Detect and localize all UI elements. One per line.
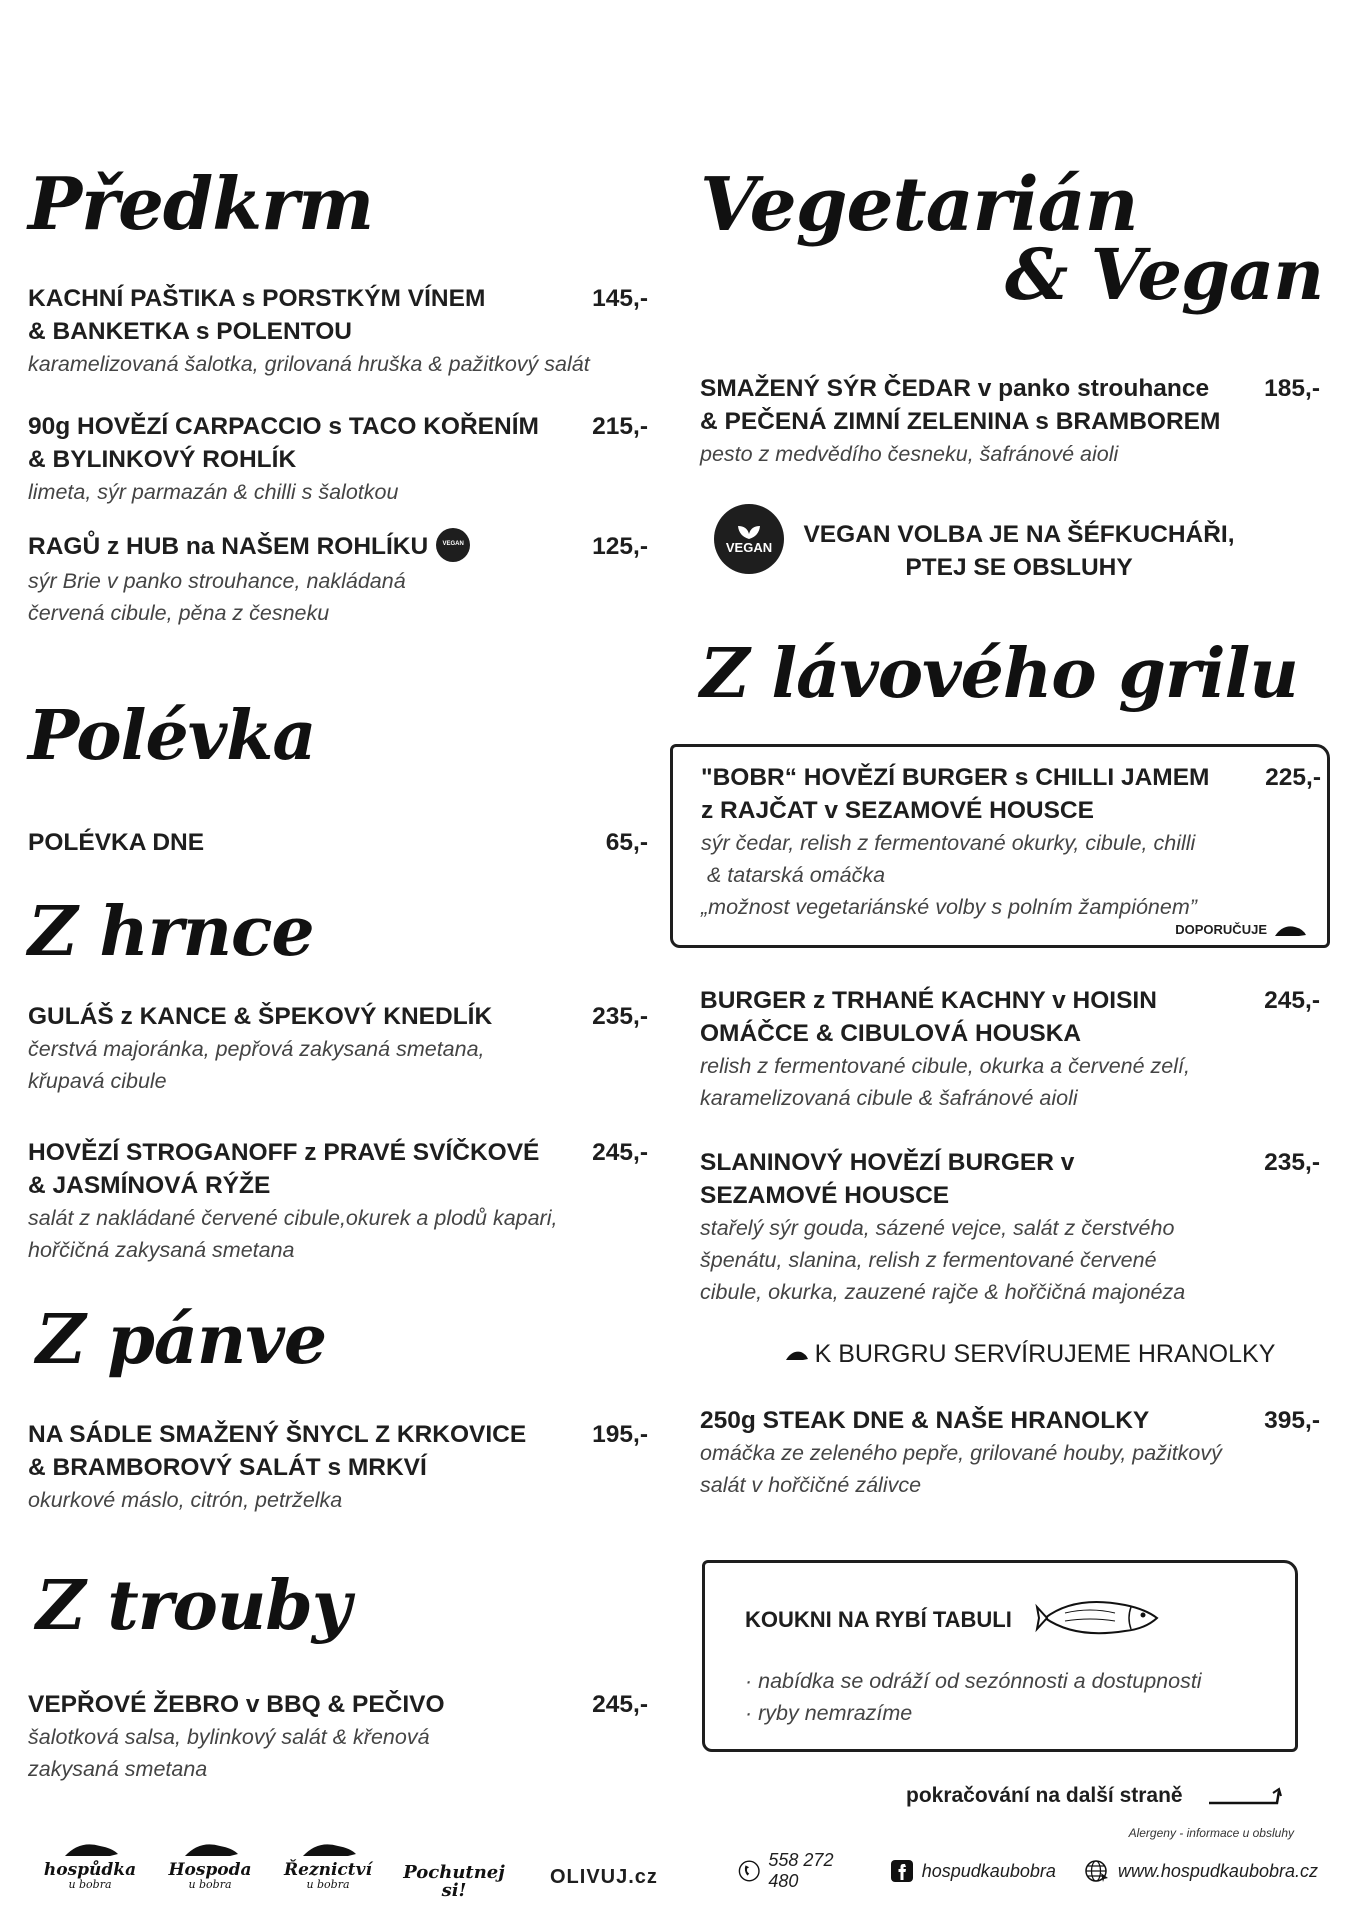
web-contact[interactable] [1084, 1859, 1318, 1883]
item-desc: limeta, sýr parmazán & chilli s šalotkou [28, 480, 399, 504]
heading-polevka: Polévka [28, 696, 316, 776]
vegan-label: VEGAN [725, 539, 773, 555]
item-desc: stařelý sýr gouda, sázené vejce, salát z čerstvého [700, 1216, 1175, 1240]
item-price: 215,- [592, 413, 648, 440]
item-desc: okurkové máslo, citrón, petrželka [28, 1488, 343, 1512]
item-title: NA SÁDLE SMAŽENÝ ŠNYCL Z KRKOVICE [28, 1421, 527, 1448]
item-title: & BRAMBOROVÝ SALÁT s MRKVÍ [28, 1454, 427, 1481]
menu-item [28, 826, 648, 859]
logo-olivuj[interactable]: OLIVUJ.cz [550, 1866, 658, 1888]
phone-contact[interactable] [738, 1850, 862, 1892]
item-desc: „možnost vegetariánské volby s polním žampiónem” [701, 895, 1197, 919]
item-title: & JASMÍNOVÁ RÝŽE [28, 1172, 271, 1199]
menu-item [28, 282, 648, 380]
item-desc: pesto z medvědího česneku, šafránové aioli [700, 442, 1119, 466]
menu-item [28, 530, 648, 629]
item-price: 235,- [1264, 1149, 1320, 1176]
item-title: BURGER z TRHANÉ KACHNY v HOISIN [700, 987, 1157, 1014]
beaver-icon [298, 1840, 358, 1858]
item-title: GULÁŠ z KANCE & ŠPEKOVÝ KNEDLÍK [28, 1003, 493, 1030]
beaver-icon [180, 1840, 240, 1858]
allergens-note: Alergeny - informace u obsluhy [1128, 1826, 1294, 1840]
facebook-icon [890, 1859, 914, 1883]
recommend-tag [1175, 922, 1307, 937]
logo-name: Řeznictví [284, 1860, 372, 1880]
item-desc: čerstvá majoránka, pepřová zakysaná smetana, [28, 1037, 485, 1061]
item-title: 90g HOVĚZÍ CARPACCIO s TACO KOŘENÍM [28, 413, 539, 440]
item-desc: omáčka ze zeleného pepře, grilované houby, pažitkový [700, 1441, 1222, 1465]
item-desc: cibule, okurka, zauzené rajče & hořčičná majonéza [700, 1280, 1186, 1304]
item-desc: křupavá cibule [28, 1069, 167, 1093]
item-desc: šalotková salsa, bylinkový salát & křenová [28, 1725, 430, 1749]
logo-sub: u bobra [188, 1878, 232, 1891]
item-price: 245,- [592, 1139, 648, 1166]
item-title: RAGŮ z HUB na NAŠEM ROHLÍKU [28, 533, 429, 560]
item-price: 125,- [592, 533, 648, 560]
item-title: KACHNÍ PAŠTIKA s PORSTKÝM VÍNEM [28, 285, 486, 312]
heading-vegan: & Vegan [1005, 233, 1324, 316]
vegan-badge [714, 504, 784, 574]
fish-icon [1035, 1593, 1167, 1643]
item-title: & BANKETKA s POLENTOU [28, 318, 352, 345]
recommend-label: DOPORUČUJE [1175, 922, 1267, 937]
facebook-contact[interactable] [890, 1859, 1056, 1883]
leaf-icon [735, 524, 763, 540]
item-desc: salát z nakládané červené cibule,okurek a plodů kapari, [28, 1206, 558, 1230]
beaver-icon [1273, 923, 1307, 937]
item-title: SEZAMOVÉ HOUSCE [700, 1182, 950, 1209]
logo-pochutnej[interactable] [394, 1864, 514, 1900]
beaver-icon [60, 1840, 120, 1858]
item-title: 250g STEAK DNE & NAŠE HRANOLKY [700, 1407, 1150, 1434]
heading-z-panve: Z pánve [36, 1300, 327, 1380]
item-price: 225,- [1265, 764, 1321, 791]
globe-icon [1084, 1859, 1110, 1883]
right-column [700, 0, 1324, 1920]
vegan-note-line: VEGAN VOLBA JE NA ŠÉFKUCHÁŘI, [803, 521, 1235, 548]
item-title: OMÁČCE & CIBULOVÁ HOUSKA [700, 1020, 1082, 1047]
item-price: 235,- [592, 1003, 648, 1030]
item-desc: & tatarská omáčka [701, 863, 886, 887]
continue-note[interactable] [906, 1784, 1283, 1808]
phone-number: 558 272 480 [768, 1850, 834, 1891]
item-price: 395,- [1264, 1407, 1320, 1434]
fish-board-line: · ryby nemrazíme [745, 1701, 913, 1725]
heading-predkrm: Předkrm [28, 161, 374, 246]
heading-z-hrnce: Z hrnce [28, 892, 314, 972]
menu-item [28, 1418, 648, 1516]
item-price: 185,- [1264, 375, 1320, 402]
item-desc: relish z fermentované cibule, okurka a červené zelí, [700, 1054, 1190, 1078]
vegan-note [794, 518, 1244, 584]
item-desc: zakysaná smetana [28, 1757, 208, 1781]
menu-item [28, 1000, 648, 1097]
fish-board-title: KOUKNI NA RYBÍ TABULI [745, 1607, 1012, 1632]
fries-note-text: K BURGRU SERVÍRUJEME HRANOLKY [814, 1340, 1276, 1368]
logo-sub: u bobra [68, 1878, 112, 1891]
item-desc: sýr čedar, relish z fermentované okurky, cibule, chilli [701, 831, 1196, 855]
item-title: SMAŽENÝ SÝR ČEDAR v panko strouhance [700, 375, 1210, 402]
item-price: 145,- [592, 285, 648, 312]
menu-item [700, 1404, 1320, 1501]
phone-icon [738, 1859, 760, 1883]
fish-board-lines [745, 1665, 1202, 1729]
item-desc: červená cibule, pěna z česneku [28, 600, 330, 625]
fish-board-line: · nabídka se odráží od sezónnosti a dostupnosti [745, 1669, 1202, 1693]
item-desc: špenátu, slanina, relish z fermentované červené [700, 1248, 1157, 1272]
item-title: & PEČENÁ ZIMNÍ ZELENINA s BRAMBOREM [700, 408, 1221, 435]
menu-item [28, 410, 648, 508]
item-price: 65,- [605, 829, 648, 856]
heading-z-lavoveho-grilu: Z lávového grilu [700, 634, 1298, 714]
website-url: www.hospudkaubobra.cz [1117, 1860, 1318, 1881]
fish-board-box [702, 1560, 1298, 1752]
fries-note [750, 1338, 1310, 1371]
vegan-icon: VEGAN [436, 528, 470, 562]
item-desc: sýr Brie v panko strouhance, nakládaná [28, 568, 406, 593]
menu-item [28, 1688, 648, 1785]
featured-item-box [670, 744, 1330, 948]
item-title: POLÉVKA DNE [28, 829, 205, 856]
vegan-note-line: PTEJ SE OBSLUHY [905, 554, 1133, 581]
logo-hospudka[interactable] [40, 1840, 140, 1890]
logo-name: Pochutnej si! [403, 1862, 505, 1901]
heading-z-trouby: Z trouby [36, 1566, 351, 1646]
item-title: z RAJČAT v SEZAMOVÉ HOUSCE [701, 797, 1094, 824]
item-title: HOVĚZÍ STROGANOFF z PRAVÉ SVÍČKOVÉ [28, 1139, 540, 1166]
item-title: SLANINOVÝ HOVĚZÍ BURGER v [700, 1149, 1075, 1176]
item-desc: salát v hořčičné zálivce [700, 1473, 922, 1497]
item-desc: karamelizovaná šalotka, grilovaná hruška & pažitkový salát [28, 352, 590, 376]
item-price: 195,- [592, 1421, 648, 1448]
logo-hospoda[interactable] [160, 1840, 260, 1890]
menu-item [700, 372, 1320, 470]
left-column [28, 0, 668, 1920]
menu-item [700, 1146, 1320, 1308]
heading-vegetarian: Vegetarián [700, 162, 1138, 248]
logo-name: hospůdka [43, 1860, 137, 1880]
item-title: VEPŘOVÉ ŽEBRO v BBQ & PEČIVO [28, 1691, 445, 1718]
arrow-right-icon [1207, 1785, 1283, 1807]
featured-item [701, 761, 1321, 923]
logo-name: Hospoda [168, 1860, 252, 1880]
item-desc: karamelizovaná cibule & šafránové aioli [700, 1086, 1078, 1110]
beaver-icon [785, 1349, 809, 1361]
continue-text: pokračování na další straně [906, 1784, 1183, 1807]
item-title: "BOBR“ HOVĚZÍ BURGER s CHILLI JAMEM [701, 764, 1210, 791]
logo-sub: u bobra [306, 1878, 350, 1891]
logo-reznictvi[interactable] [278, 1840, 378, 1890]
item-title: & BYLINKOVÝ ROHLÍK [28, 446, 297, 473]
menu-item [700, 984, 1320, 1114]
item-price: 245,- [1264, 987, 1320, 1014]
item-price: 245,- [592, 1691, 648, 1718]
facebook-handle: hospudkaubobra [921, 1860, 1056, 1881]
contact-bar [738, 1850, 1318, 1892]
item-desc: hořčičná zakysaná smetana [28, 1238, 295, 1262]
menu-item [28, 1136, 648, 1266]
